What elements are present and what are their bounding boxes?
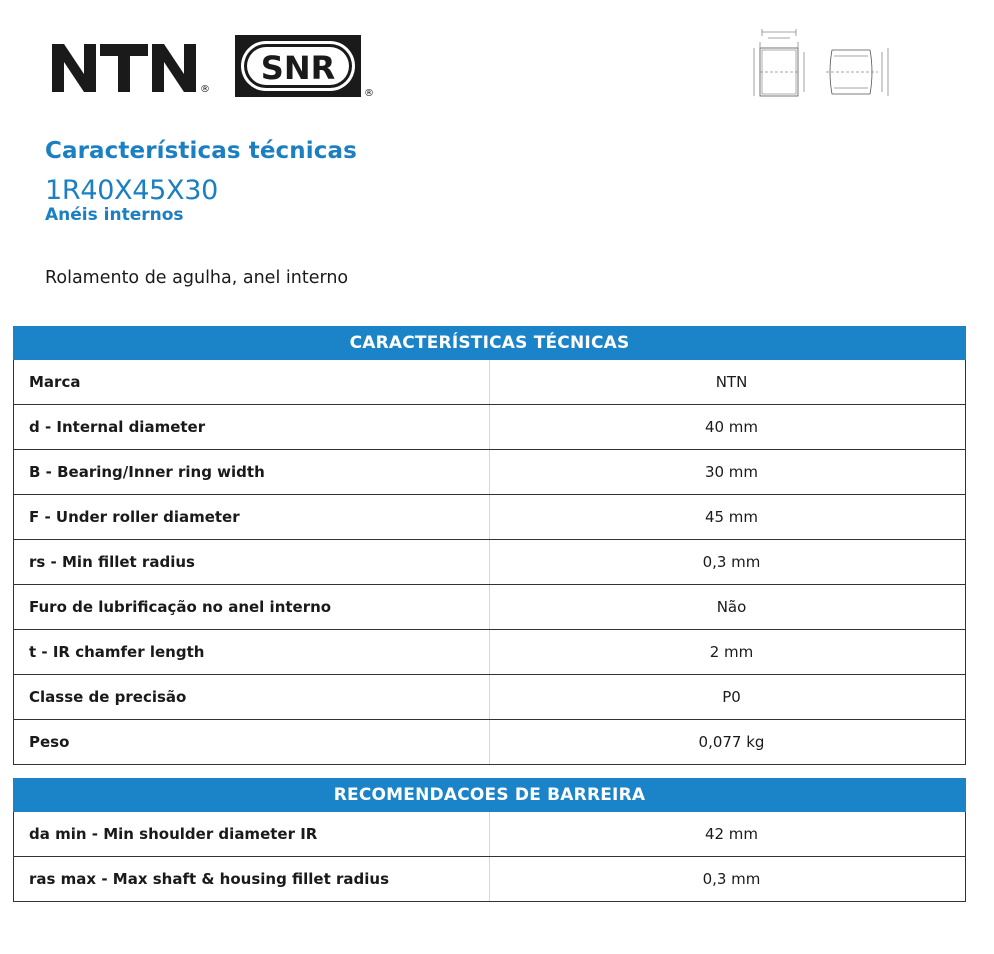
snr-logo-text: SNR bbox=[260, 49, 336, 87]
row-label: Classe de precisão bbox=[14, 675, 490, 720]
table-row bbox=[14, 450, 966, 495]
table-row bbox=[14, 585, 966, 630]
barrier-recommendations-table bbox=[13, 778, 966, 902]
row-value: 40 mm bbox=[490, 405, 966, 450]
table-row bbox=[14, 720, 966, 765]
row-value: NTN bbox=[490, 360, 966, 405]
row-value: 0,077 kg bbox=[490, 720, 966, 765]
row-label: Peso bbox=[14, 720, 490, 765]
product-reference: 1R40X45X30 bbox=[45, 175, 219, 206]
snr-logo bbox=[234, 34, 376, 98]
table-header: CARACTERÍSTICAS TÉCNICAS bbox=[14, 327, 966, 360]
table-row bbox=[14, 630, 966, 675]
ntn-logo bbox=[50, 40, 216, 94]
row-label: Marca bbox=[14, 360, 490, 405]
row-label: ras max - Max shaft & housing fillet radius bbox=[14, 857, 490, 902]
ntn-registered-mark: ® bbox=[200, 84, 210, 94]
row-label: t - IR chamfer length bbox=[14, 630, 490, 675]
row-value: 42 mm bbox=[490, 812, 966, 857]
row-value: 30 mm bbox=[490, 450, 966, 495]
table-row bbox=[14, 857, 966, 902]
table-row bbox=[14, 675, 966, 720]
row-value: 0,3 mm bbox=[490, 540, 966, 585]
row-label: da min - Min shoulder diameter IR bbox=[14, 812, 490, 857]
row-value: P0 bbox=[490, 675, 966, 720]
technical-characteristics-table bbox=[13, 326, 966, 765]
row-label: F - Under roller diameter bbox=[14, 495, 490, 540]
product-family: Anéis internos bbox=[45, 205, 184, 225]
table-header: RECOMENDACOES DE BARREIRA bbox=[14, 779, 966, 812]
table-row bbox=[14, 360, 966, 405]
row-label: Furo de lubrificação no anel interno bbox=[14, 585, 490, 630]
row-value: Não bbox=[490, 585, 966, 630]
row-label: d - Internal diameter bbox=[14, 405, 490, 450]
table-row bbox=[14, 812, 966, 857]
page-title: Características técnicas bbox=[45, 138, 357, 164]
product-description: Rolamento de agulha, anel interno bbox=[45, 268, 349, 288]
row-value: 45 mm bbox=[490, 495, 966, 540]
bearing-drawing-icon bbox=[748, 26, 908, 106]
row-value: 0,3 mm bbox=[490, 857, 966, 902]
snr-registered-mark: ® bbox=[364, 88, 374, 98]
row-value: 2 mm bbox=[490, 630, 966, 675]
table-row bbox=[14, 495, 966, 540]
table-row bbox=[14, 405, 966, 450]
table-row bbox=[14, 540, 966, 585]
row-label: rs - Min fillet radius bbox=[14, 540, 490, 585]
row-label: B - Bearing/Inner ring width bbox=[14, 450, 490, 495]
